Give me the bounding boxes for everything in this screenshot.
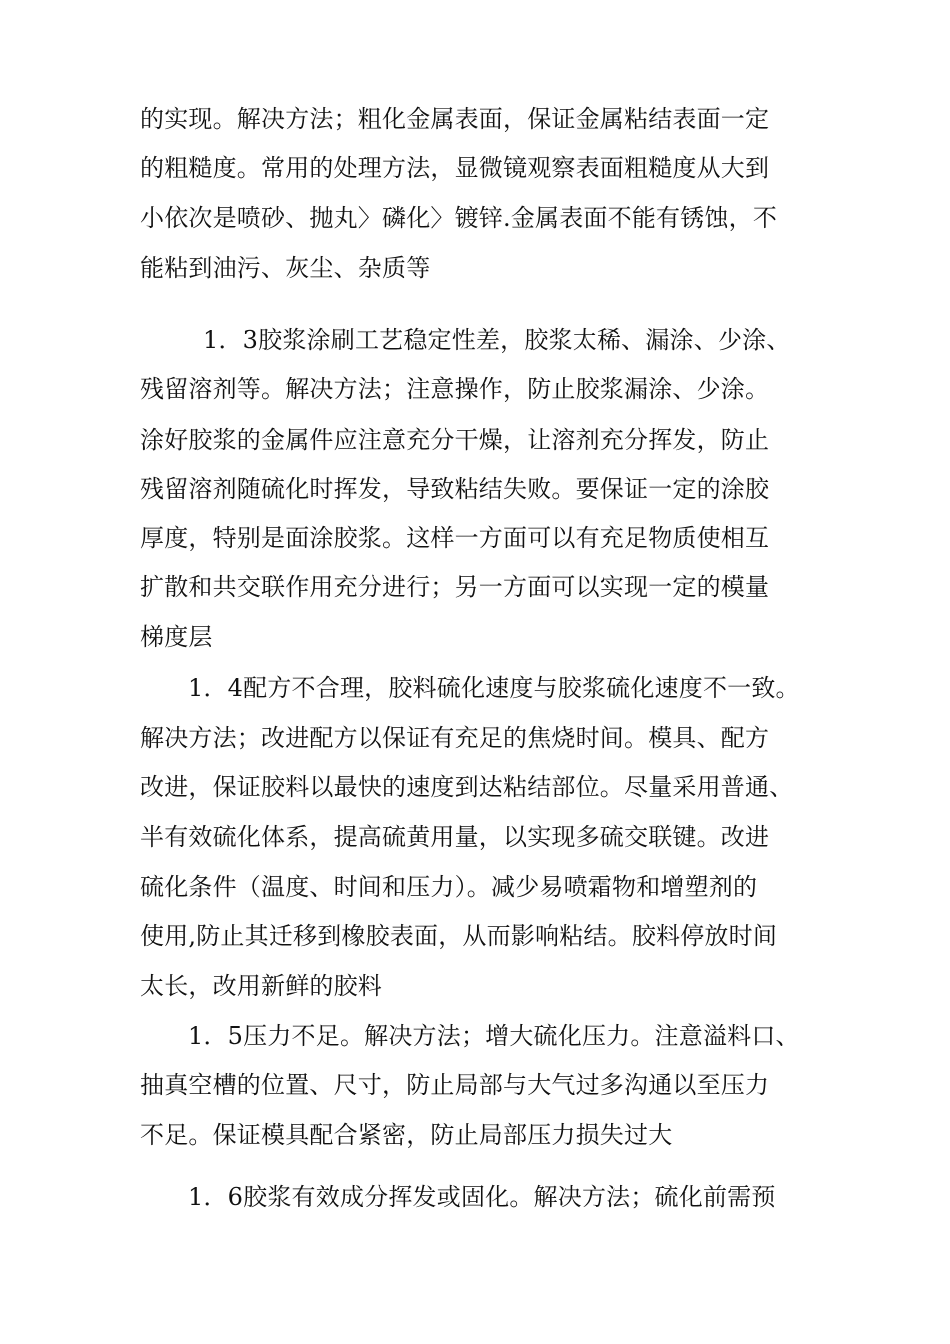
section-1-4-heading-line: 1．4配方不合理，胶料硫化速度与胶浆硫化速度不一致。 <box>188 674 800 702</box>
text-line: 梯度层 <box>140 623 213 651</box>
text-line: 的实现。解决方法；粗化金属表面，保证金属粘结表面一定 <box>140 105 770 133</box>
text-line: 硫化条件（温度、时间和压力）。减少易喷霜物和增塑剂的 <box>140 873 758 901</box>
text-line: 的粗糙度。常用的处理方法，显微镜观察表面粗糙度从大到 <box>140 154 770 182</box>
text-line: 不足。保证模具配合紧密，防止局部压力损失过大 <box>140 1121 673 1149</box>
section-1-5-heading-line: 1．5压力不足。解决方法；增大硫化压力。注意溢料口、 <box>188 1022 800 1050</box>
text-line: 扩散和共交联作用充分进行；另一方面可以实现一定的模量 <box>140 573 770 601</box>
text-line: 太长，改用新鲜的胶料 <box>140 972 382 1000</box>
text-line: 能粘到油污、灰尘、杂质等 <box>140 254 431 282</box>
text-line: 半有效硫化体系，提高硫黄用量，以实现多硫交联键。改进 <box>140 823 770 851</box>
text-line: 小依次是喷砂、抛丸〉磷化〉镀锌.金属表面不能有锈蚀，不 <box>140 204 778 232</box>
text-line: 解决方法；改进配方以保证有充足的焦烧时间。模具、配方 <box>140 724 770 752</box>
section-1-6-heading-line: 1．6胶浆有效成分挥发或固化。解决方法；硫化前需预 <box>188 1183 776 1211</box>
text-line: 抽真空槽的位置、尺寸，防止局部与大气过多沟通以至压力 <box>140 1071 770 1099</box>
text-line: 残留溶剂随硫化时挥发，导致粘结失败。要保证一定的涂胶 <box>140 475 770 503</box>
text-line: 改进，保证胶料以最快的速度到达粘结部位。尽量采用普通、 <box>140 773 794 801</box>
text-line: 使用,防止其迁移到橡胶表面，从而影响粘结。胶料停放时间 <box>140 922 778 950</box>
section-1-3-heading-line: 1．3胶浆涂刷工艺稳定性差，胶浆太稀、漏涂、少涂、 <box>203 326 791 354</box>
text-line: 厚度，特别是面涂胶浆。这样一方面可以有充足物质使相互 <box>140 524 770 552</box>
text-line: 残留溶剂等。解决方法；注意操作，防止胶浆漏涂、少涂。 <box>140 375 770 403</box>
text-line: 涂好胶浆的金属件应注意充分干燥，让溶剂充分挥发，防止 <box>140 426 770 454</box>
